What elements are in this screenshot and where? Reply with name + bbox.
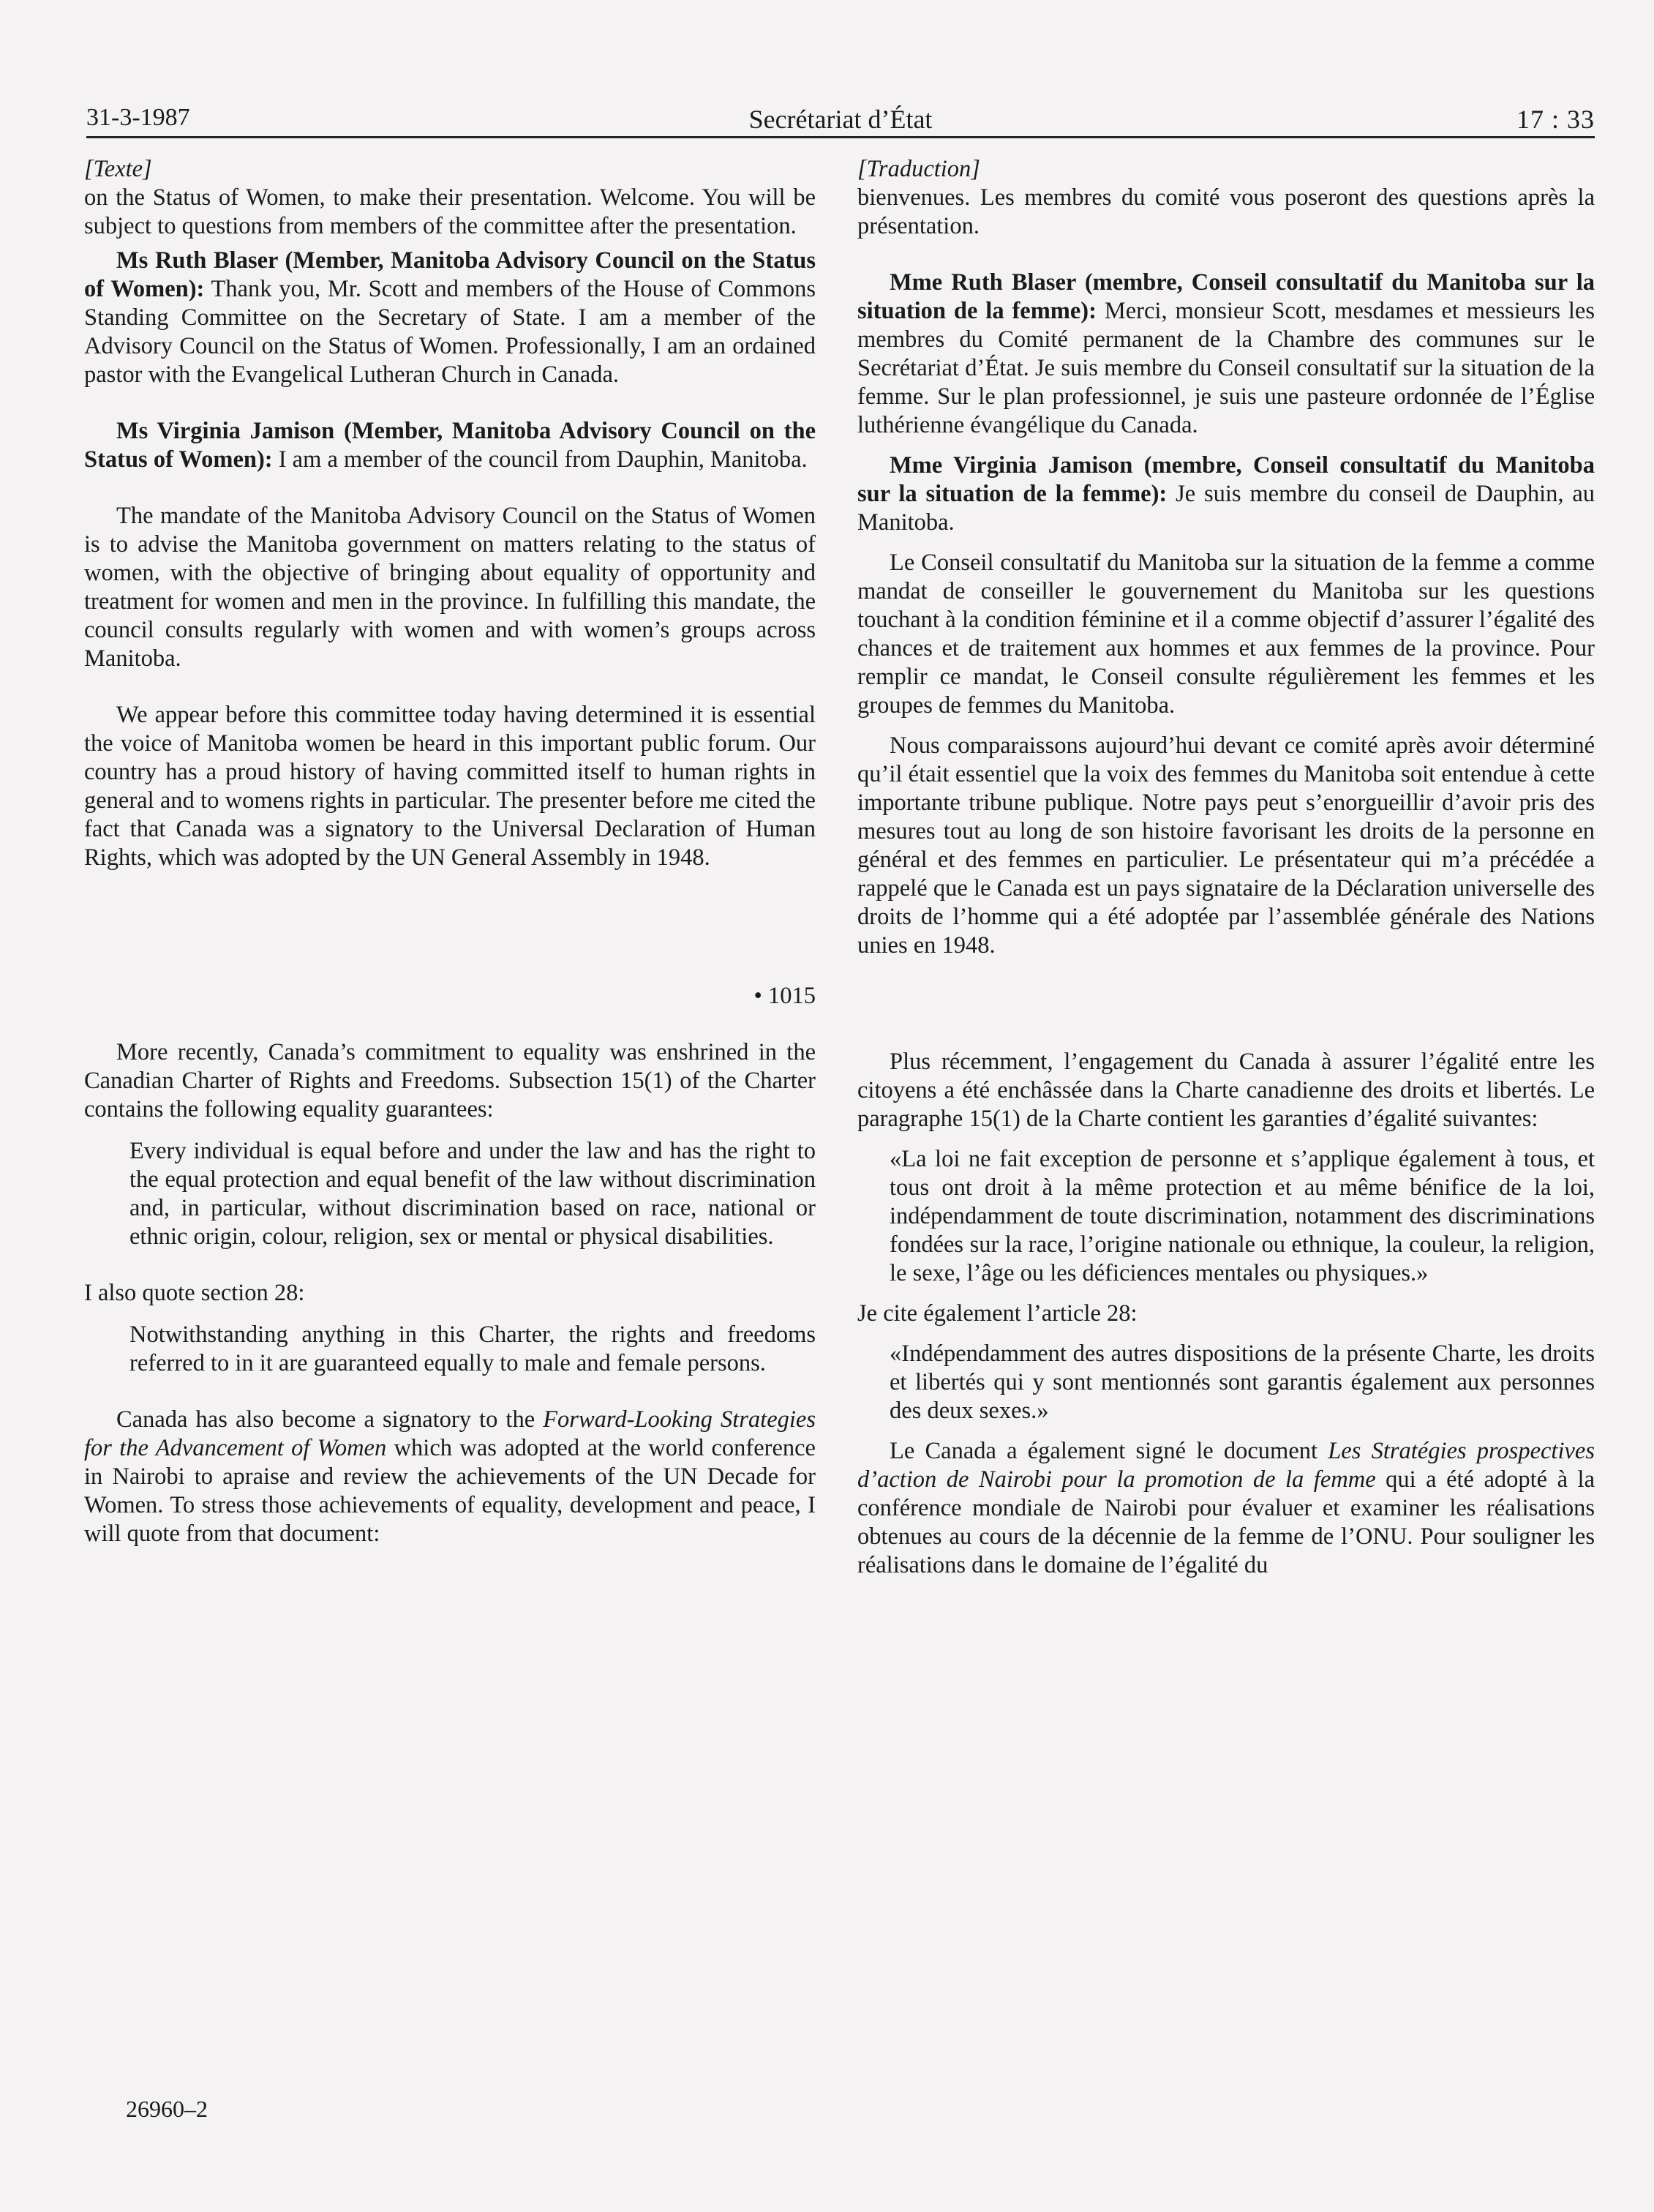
declaration-blaser: Merci, monsieur Scott, mesdames et messieurs les membres du Comité permanent de la Chambre des communes sur le Secrétariat d’État. Je suis membre du Conseil consultatif sur la situation de la femme. Sur le plan professionnel, je suis une pasteure ordonnée de l’Église luthérienne évangélique du Canada.: [857, 298, 1595, 438]
paragraph-mandate: The mandate of the Manitoba Advisory Council on the Status of Women is to advise the Manitoba government on matters relating to the status of women, with the objective of bringing about equality of opportunity and treatment for women and men in the province. In fulfilling this mandate, the council consults regularly with women and with women’s groups across Manitoba.: [84, 503, 816, 672]
english-column: [84, 155, 816, 1548]
forward-looking-rest: which was adopted at the world conference in Nairobi to apraise and review the achievements of the UN Decade for Women. To stress those achievements of equality, development and peace, I will quote from that document:: [84, 1435, 816, 1547]
speaker-jamison: Ms Virginia Jamison (Member, Manitoba Advisory Council on the Status of Women):: [84, 418, 816, 473]
intervenante-jamison: Mme Virginia Jamison (membre, Conseil consultatif du Manitoba sur la situation de la femme):: [857, 452, 1595, 507]
header-title: Secrétariat d’État: [748, 105, 933, 134]
jamison-statement: I am a member of the council from Dauphin, Manitoba.: [272, 446, 808, 473]
paragraph-also-quote: I also quote section 28:: [84, 1280, 305, 1306]
forward-looking-intro: Canada has also become a signatory to the: [116, 1406, 544, 1433]
paragraphe-cite-article: Je cite également l’article 28:: [857, 1300, 1138, 1327]
page-header: [86, 104, 1595, 140]
paragraph-appear: We appear before this committee today having determined it is essential the voice of Manitoba women be heard in this important public forum. Our country has a proud history of having committed itself to human rights in general and to womens rights in particular. The presenter before me cited the fact that Canada was a signatory to the Universal Declaration of Human Rights, which was adopted by the UN General Assembly in 1948.: [84, 702, 816, 871]
quote-section-15: Every individual is equal before and under the law and has the right to the equal protection and equal benefit of the law without discrimination and, in particular, without discrimination based on race, national or ethnic origin, colour, religion, sex or mental or physical disabilities.: [129, 1138, 816, 1250]
header-date: 31-3-1987: [86, 104, 190, 131]
forward-looking-title: Forward-Looking Strategies for the Advancement of Women: [84, 1406, 816, 1461]
paragraph-recently: More recently, Canada’s commitment to equality was enshrined in the Canadian Charter of Rights and Freedoms. Subsection 15(1) of the Charter contains the following equality guarantees:: [84, 1039, 816, 1122]
strategies-titre: Les Stratégies prospectives d’action de Nairobi pour la promotion de la femme: [857, 1438, 1595, 1493]
paragraphe-bienvenue: bienvenues. Les membres du comité vous poseront des questions après la présentation.: [857, 184, 1595, 239]
blaser-statement: Thank you, Mr. Scott and members of the House of Commons Standing Committee on the Secretary of State. I am a member of the Advisory Council on the Status of Women. Professionally, I am an ordained pastor with the Evangelical Lutheran Church in Canada.: [84, 276, 816, 388]
quote-section-28: Notwithstanding anything in this Charter, the rights and freedoms referred to in it are guaranteed equally to male and female persons.: [129, 1321, 816, 1376]
paragraphe-recemment: Plus récemment, l’engagement du Canada à assurer l’égalité entre les citoyens a été enchâssée dans la Charte canadienne des droits et libertés. Le paragraphe 15(1) de la Charte contient les garanties d’égalité suivantes:: [857, 1049, 1595, 1132]
paragraphe-comparaissons: Nous comparaissons aujourd’hui devant ce comité après avoir déterminé qu’il était essentiel que la voix des femmes du Manitoba soit entendue à cette importante tribune publique. Notre pays peut s’enorgueillir d’avoir pris des mesures tout au long de son histoire favorisant les droits de la personne en général et des femmes en particulier. Le présentateur qui m’a précédée a rappelé que le Canada est un pays signataire de la Déclaration universelle des droits de l’homme qui a été adoptée par l’assemblée générale des Nations unies en 1948.: [857, 732, 1595, 959]
intervenante-blaser: Mme Ruth Blaser (membre, Conseil consultatif du Manitoba sur la situation de la femme):: [857, 269, 1595, 324]
paragraph-welcome: on the Status of Women, to make their presentation. Welcome. You will be subject to questions from members of the committee after the presentation.: [84, 184, 816, 239]
paragraphe-jamison: [857, 451, 1595, 537]
french-column: [857, 155, 1595, 1580]
header-page-number: 17 : 33: [1516, 105, 1595, 134]
paragraphe-mandat: Le Conseil consultatif du Manitoba sur la situation de la femme a comme mandat de conseiller le gouvernement du Manitoba sur les questions touchant à la condition féminine et il a comme objectif d’assurer l’égalité des chances et de traitement aux hommes et aux femmes de la province. Pour remplir ce mandat, le Conseil consulte régulièrement les femmes et les groupes de femmes du Manitoba.: [857, 550, 1595, 719]
paragraphe-strategies: [857, 1437, 1595, 1580]
paragraph-forward-looking: [84, 1406, 816, 1548]
translation-tag: [Traduction]: [857, 156, 980, 182]
paragraphe-blaser: [857, 269, 1595, 440]
header-rule: [86, 136, 1595, 138]
footer-code: 26960–2: [126, 2096, 208, 2122]
speaker-blaser: Ms Ruth Blaser (Member, Manitoba Advisory Council on the Status of Women):: [84, 247, 816, 302]
citation-article-15: «La loi ne fait exception de personne et s’applique également à tous, et tous ont droit à la même protection et au même bénifice de la loi, indépendamment de toute discrimination, notamment des discriminations fondées sur la race, l’origine nationale ou ethnique, la couleur, la religion, le sexe, l’âge ou les déficiences mentales ou physiques.»: [890, 1146, 1595, 1286]
paragraph-blaser: [84, 247, 816, 389]
text-tag: [Texte]: [84, 156, 152, 182]
strategies-suite: qui a été adopté à la conférence mondiale de Nairobi pour évaluer et examiner les réalisations obtenues au cours de la décennie de la femme de l’ONU. Pour souligner les réalisations dans le domaine de l’égalité du: [857, 1466, 1595, 1578]
citation-article-28: «Indépendamment des autres dispositions de la présente Charte, les droits et libertés qui y sont mentionnés sont garantis également aux personnes des deux sexes.»: [890, 1341, 1595, 1424]
time-marker: • 1015: [753, 983, 816, 1009]
declaration-jamison: Je suis membre du conseil de Dauphin, au Manitoba.: [857, 481, 1595, 536]
strategies-intro: Le Canada a également signé le document: [890, 1438, 1328, 1464]
paragraph-jamison: [84, 417, 816, 474]
